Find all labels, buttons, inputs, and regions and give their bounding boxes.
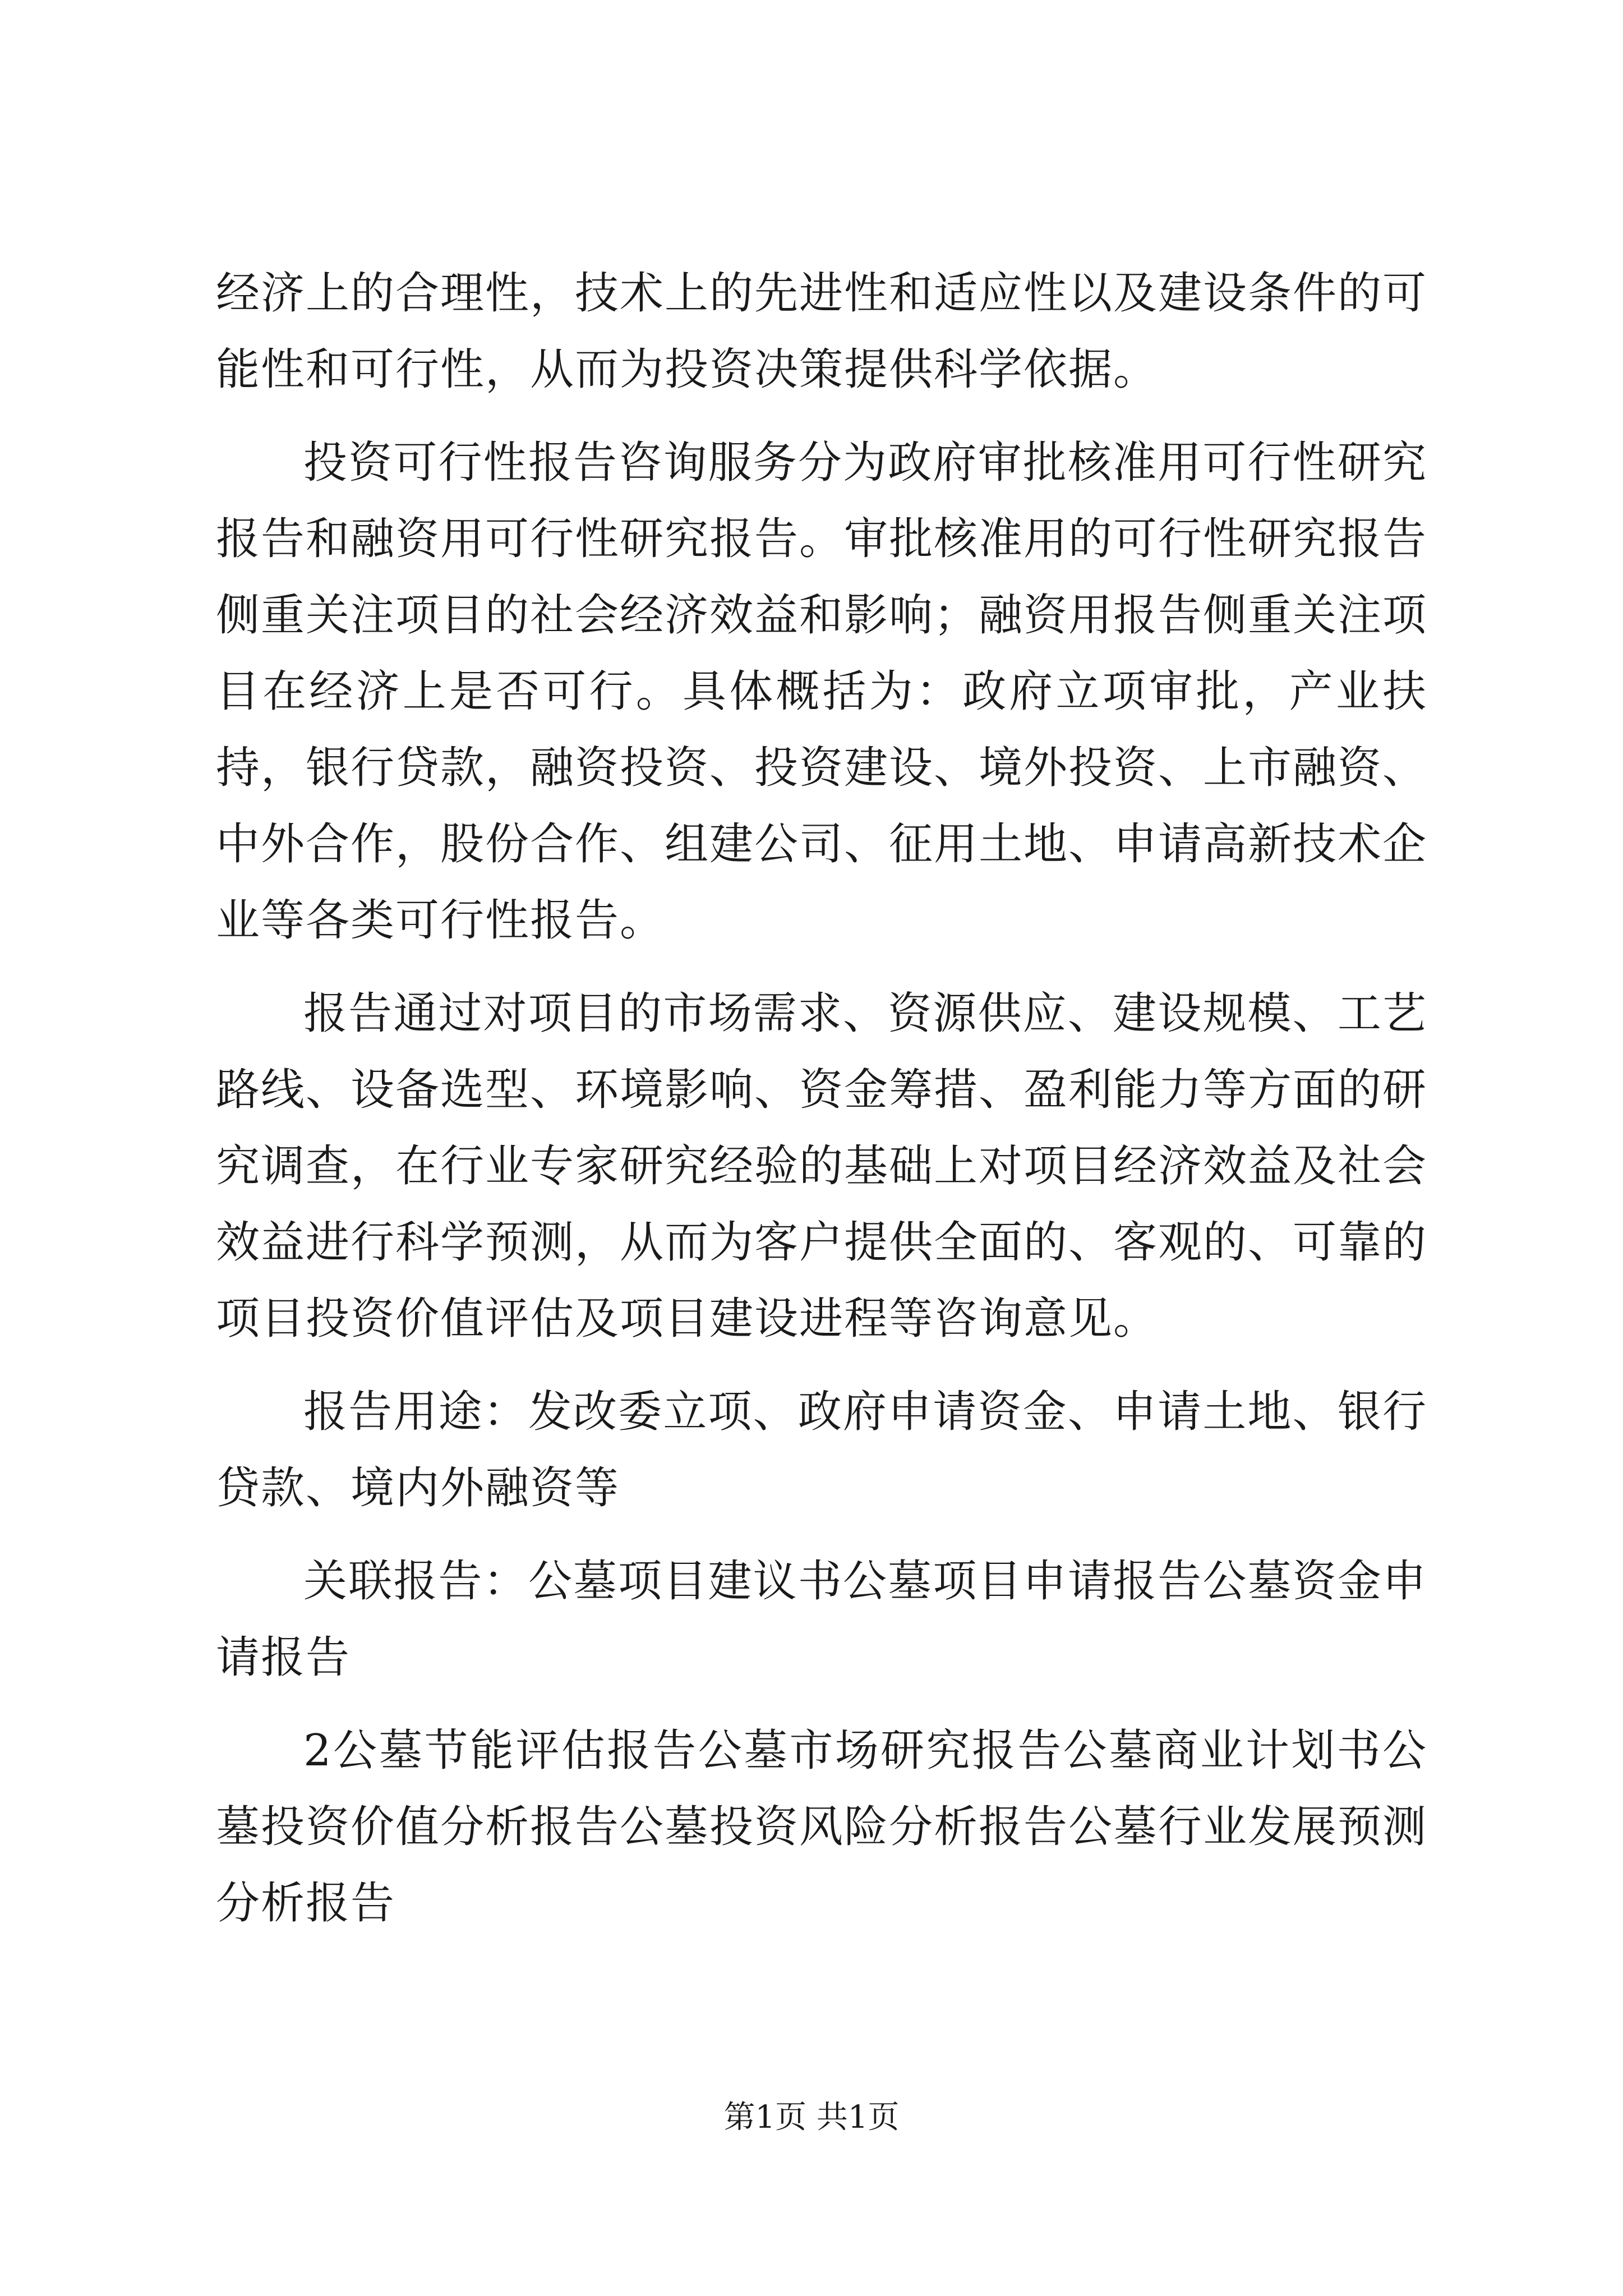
paragraph-4: 报告用途：发改委立项、政府申请资金、申请土地、银行贷款、境内外融资等 xyxy=(216,1387,1427,1513)
page-footer: 第1页 共1页 xyxy=(723,2099,900,2136)
paragraph-6: 2公墓节能评估报告公墓市场研究报告公墓商业计划书公墓投资价值分析报告公墓投资风险分析报告公墓行业发展预测分析报告 xyxy=(216,1726,1428,1929)
paragraph-2: 投资可行性报告咨询服务分为政府审批核准用可行性研究报告和融资用可行性研究报告。审批核准用的可行性研究报告侧重关注项目的社会经济效益和影响；融资用报告侧重关注项目在经济上是否可行。具体概括为：政府立项审批，产业扶持，银行贷款，融资投资、投资建设、境外投资、上市融资、中外合作，股份合作、组建公司、征用土地、申请高新技术企业等各类可行性报告。 xyxy=(216,438,1428,946)
document-body xyxy=(216,255,1427,1941)
paragraph-1: 经济上的合理性，技术上的先进性和适应性以及建设条件的可能性和可行性，从而为投资决策提供科学依据。 xyxy=(216,268,1428,395)
paragraph-5: 关联报告：公墓项目建议书公墓项目申请报告公墓资金申请报告 xyxy=(216,1556,1427,1683)
paragraph-3: 报告通过对项目的市场需求、资源供应、建设规模、工艺路线、设备选型、环境影响、资金筹措、盈利能力等方面的研究调查，在行业专家研究经验的基础上对项目经济效益及社会效益进行科学预测，从而为客户提供全面的、客观的、可靠的项目投资价值评估及项目建设进程等咨询意见。 xyxy=(216,988,1428,1344)
